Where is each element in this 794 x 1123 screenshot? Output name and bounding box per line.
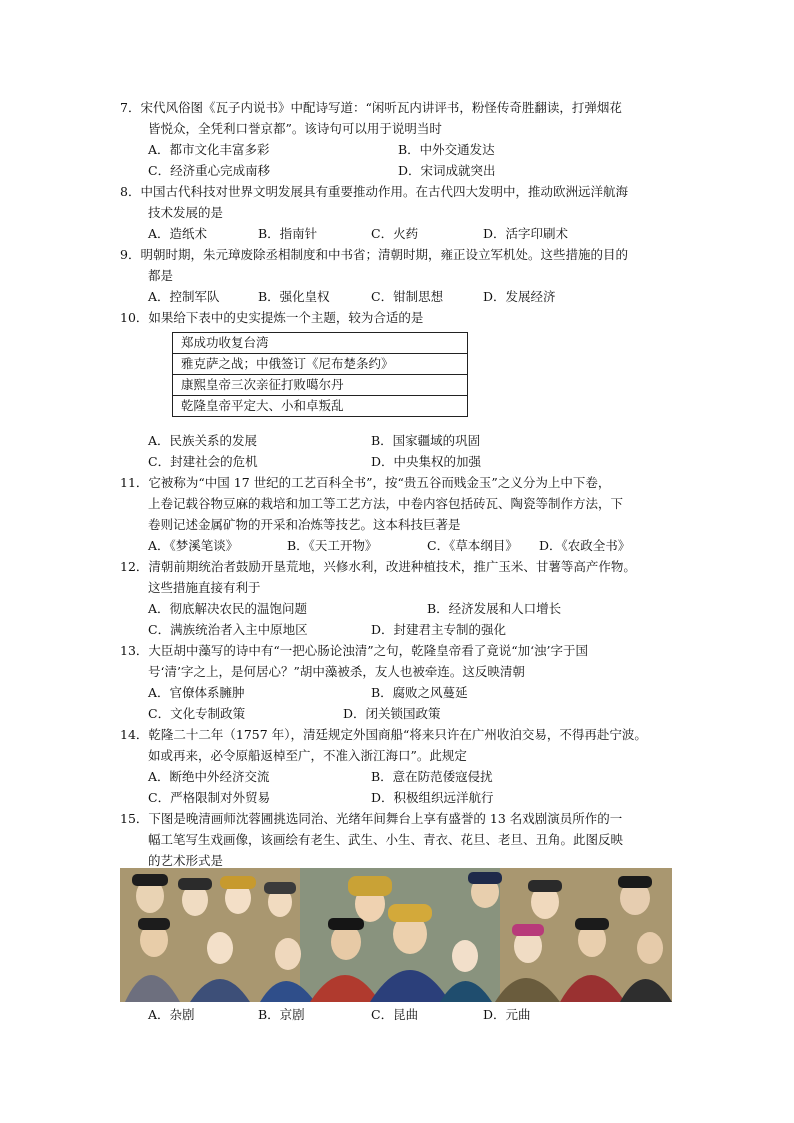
question-10-option-d[interactable]: D．中央集权的加强 (371, 454, 482, 469)
question-12-option-b[interactable]: B．经济发展和人口增长 (427, 601, 562, 616)
history-facts-table (172, 332, 468, 417)
question-9-option-d[interactable]: D．发展经济 (483, 289, 556, 304)
question-15-line-2: 幅工笔写生戏画像，该画绘有老生、武生、小生、青衣、花旦、老旦、丑角。此图反映 (148, 832, 624, 847)
question-10-option-b[interactable]: B．国家疆域的巩固 (371, 433, 481, 448)
question-14-line-1: 14．乾隆二十二年（1757 年），清廷规定外国商船“将来只许在广州收泊交易，不得再赴宁波。 (120, 727, 647, 742)
question-7-line-2: 皆悦众，全凭利口誉京都”。该诗句可以用于说明当时 (148, 121, 442, 136)
question-14-option-c[interactable]: C．严格限制对外贸易 (148, 790, 271, 805)
question-10-option-a[interactable]: A．民族关系的发展 (148, 433, 258, 448)
question-7-option-a[interactable]: A．都市文化丰富多彩 (148, 142, 270, 157)
question-12-option-c[interactable]: C．满族统治者入主中原地区 (148, 622, 308, 637)
table-cell: 康熙皇帝三次亲征打败噶尔丹 (173, 375, 468, 396)
question-12-option-d[interactable]: D．封建君主专制的强化 (371, 622, 507, 637)
question-14-option-a[interactable]: A．断绝中外经济交流 (148, 769, 270, 784)
question-13-line-1: 13．大臣胡中藻写的诗中有“一把心肠论浊清”之句，乾隆皇帝看了竟说“加‘浊’字于国 (120, 643, 589, 658)
question-11-option-c[interactable]: C．《草本纲目》 (427, 538, 518, 553)
question-13-option-b[interactable]: B．腐败之风蔓延 (371, 685, 468, 700)
question-8-line-2: 技术发展的是 (148, 205, 224, 220)
question-8-option-c[interactable]: C．火药 (371, 226, 419, 241)
question-11-line-1: 11．它被称为“中国 17 世纪的工艺百科全书”，按“贵五谷而贱金玉”之义分为上中下卷， (120, 475, 611, 490)
question-8-option-d[interactable]: D．活字印刷术 (483, 226, 569, 241)
question-14-option-b[interactable]: B．意在防范倭寇侵扰 (371, 769, 493, 784)
table-row (173, 354, 468, 375)
question-13-option-a[interactable]: A．官僚体系臃肿 (148, 685, 245, 700)
question-11-option-b[interactable]: B．《天工开物》 (287, 538, 378, 553)
table-row (173, 333, 468, 354)
question-7-option-d[interactable]: D．宋词成就突出 (398, 163, 496, 178)
table-cell: 雅克萨之战；中俄签订《尼布楚条约》 (173, 354, 468, 375)
question-12-option-a[interactable]: A．彻底解决农民的温饱问题 (148, 601, 308, 616)
table-cell: 郑成功收复台湾 (173, 333, 468, 354)
question-9-option-c[interactable]: C．钳制思想 (371, 289, 444, 304)
question-15-option-d[interactable]: D．元曲 (483, 1007, 531, 1022)
question-13-line-2: 号‘清’字之上，是何居心？”胡中藻被杀，友人也被牵连。这反映清朝 (148, 664, 525, 679)
question-15-line-1: 15．下图是晚清画师沈蓉圃挑选同治、光绪年间舞台上享有盛誉的 13 名戏剧演员所作的一 (120, 811, 623, 826)
opera-painting-image (120, 868, 672, 1002)
question-12-line-2: 这些措施直接有利于 (148, 580, 261, 595)
question-8-line-1: 8．中国古代科技对世界文明发展具有重要推动作用。在古代四大发明中，推动欧洲远洋航海 (120, 184, 628, 199)
question-11-line-2: 上卷记载谷物豆麻的栽培和加工等工艺方法，中卷内容包括砖瓦、陶瓷等制作方法，下 (148, 496, 624, 511)
opera-actors-illustration (120, 868, 672, 1002)
question-7-option-c[interactable]: C．经济重心完成南移 (148, 163, 271, 178)
question-12-line-1: 12．清朝前期统治者鼓励开垦荒地，兴修水利，改进种植技术，推广玉米、甘薯等高产作物。 (120, 559, 636, 574)
question-7-line-1: 7．宋代风俗图《瓦子内说书》中配诗写道：“闲听瓦内讲评书，粉怪传奇胜翻读，打弹烟花 (120, 100, 622, 115)
question-13-option-c[interactable]: C．文化专制政策 (148, 706, 246, 721)
question-8-option-b[interactable]: B．指南针 (258, 226, 318, 241)
question-9-line-2: 都是 (148, 268, 174, 283)
question-11-option-a[interactable]: A．《梦溪笔谈》 (148, 538, 239, 553)
question-8-option-a[interactable]: A．造纸术 (148, 226, 208, 241)
question-9-option-a[interactable]: A．控制军队 (148, 289, 220, 304)
question-9-option-b[interactable]: B．强化皇权 (258, 289, 330, 304)
question-15-option-b[interactable]: B．京剧 (258, 1007, 305, 1022)
question-15-option-a[interactable]: A．杂剧 (148, 1007, 195, 1022)
question-10-line-1: 10．如果给下表中的史实提炼一个主题，较为合适的是 (120, 310, 424, 325)
table-cell: 乾隆皇帝平定大、小和卓叛乱 (173, 396, 468, 417)
table-row (173, 396, 468, 417)
question-14-line-2: 如或再来，必令原船返棹至广，不准入浙江海口”。此规定 (148, 748, 467, 763)
question-15-line-3: 的艺术形式是 (148, 853, 224, 868)
question-14-option-d[interactable]: D．积极组织远洋航行 (371, 790, 494, 805)
question-11-line-3: 卷则记述金属矿物的开采和冶炼等技艺。这本科技巨著是 (148, 517, 461, 532)
question-7-option-b[interactable]: B．中外交通发达 (398, 142, 495, 157)
question-15-option-c[interactable]: C．昆曲 (371, 1007, 419, 1022)
question-9-line-1: 9．明朝时期，朱元璋废除丞相制度和中书省；清朝时期，雍正设立军机处。这些措施的目的 (120, 247, 628, 262)
question-11-option-d[interactable]: D．《农政全书》 (539, 538, 631, 553)
question-13-option-d[interactable]: D．闭关锁国政策 (343, 706, 441, 721)
table-row (173, 375, 468, 396)
question-10-option-c[interactable]: C．封建社会的危机 (148, 454, 258, 469)
